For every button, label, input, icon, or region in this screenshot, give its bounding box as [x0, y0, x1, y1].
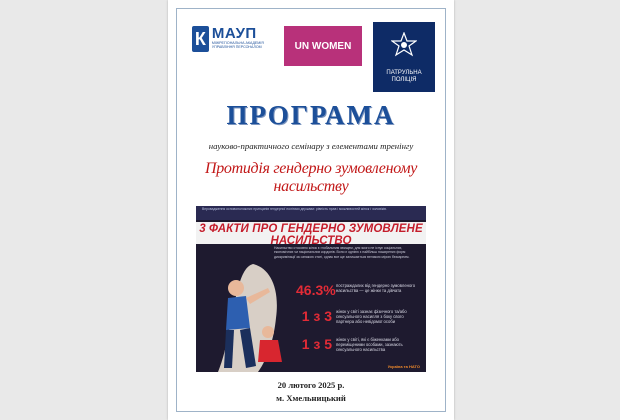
- event-date: 20 лютого 2025 р.: [277, 380, 345, 390]
- unwomen-logo: UN WOMEN: [284, 26, 362, 66]
- fact-text: жінок у світі зазнає фізичного та/або сексуального насилля з боку свого партнера або невідомої особи: [336, 309, 407, 324]
- fact-item: [296, 308, 422, 330]
- document-page: [168, 0, 454, 420]
- infographic: [196, 206, 426, 372]
- fact-item: [296, 282, 422, 304]
- infographic-title: 3 ФАКТИ ПРО ГЕНДЕРНО ЗУМОВЛЕНЕ НАСИЛЬСТВО: [199, 223, 423, 247]
- maup-logo-mark: К: [192, 26, 209, 52]
- infographic-band: Впровадження основоположних принципів гендерної політики держави: рівність прав і можливостей жінок і чоловіків.: [196, 206, 426, 220]
- maup-subtitle: МІЖРЕГІОНАЛЬНА АКАДЕМІЯ УПРАВЛІННЯ ПЕРСОНАЛОМ: [211, 41, 264, 50]
- fact-text: постраждалих від гендерно зумовленого насильства — це жінки та дівчата: [336, 283, 416, 293]
- page-title: ПРОГРАМА: [226, 100, 396, 130]
- maup-logo: [192, 26, 284, 66]
- fact-item: [296, 336, 422, 358]
- page-subtitle: науково-практичного семінару з елементами тренінгу: [208, 141, 414, 151]
- police-label: ПАТРУЛЬНА ПОЛІЦІЯ: [386, 70, 422, 83]
- fact-number: 1 з 5: [301, 336, 332, 352]
- patrol-police-logo: [373, 22, 435, 92]
- fact-number: 1 з 3: [301, 308, 332, 324]
- infographic-body: Насильство стосовно жінок є глобальним явищем, для якого не існує соціальних, економічних чи національних кордонів. Воно є однією з найбільш поширених форм дискримінації за ознакою статі, однак все ще залишається великою мірою безкарним.: [274, 246, 410, 259]
- police-badge-icon: [391, 32, 417, 58]
- violence-illustration-icon: [198, 258, 298, 372]
- maup-title: МАУП: [211, 25, 257, 42]
- seminar-topic: Протидія гендерно зумовленому насильству: [204, 160, 418, 195]
- logos-row: [180, 22, 442, 94]
- fact-number: 46.3%: [296, 282, 336, 298]
- event-city: м. Хмельницький: [276, 393, 346, 403]
- fact-text: жінок у світі, які є біженками або переміщеними особами, зазнають сексуального насильства: [336, 337, 403, 352]
- infographic-footer: Україна та НАТО: [387, 364, 420, 369]
